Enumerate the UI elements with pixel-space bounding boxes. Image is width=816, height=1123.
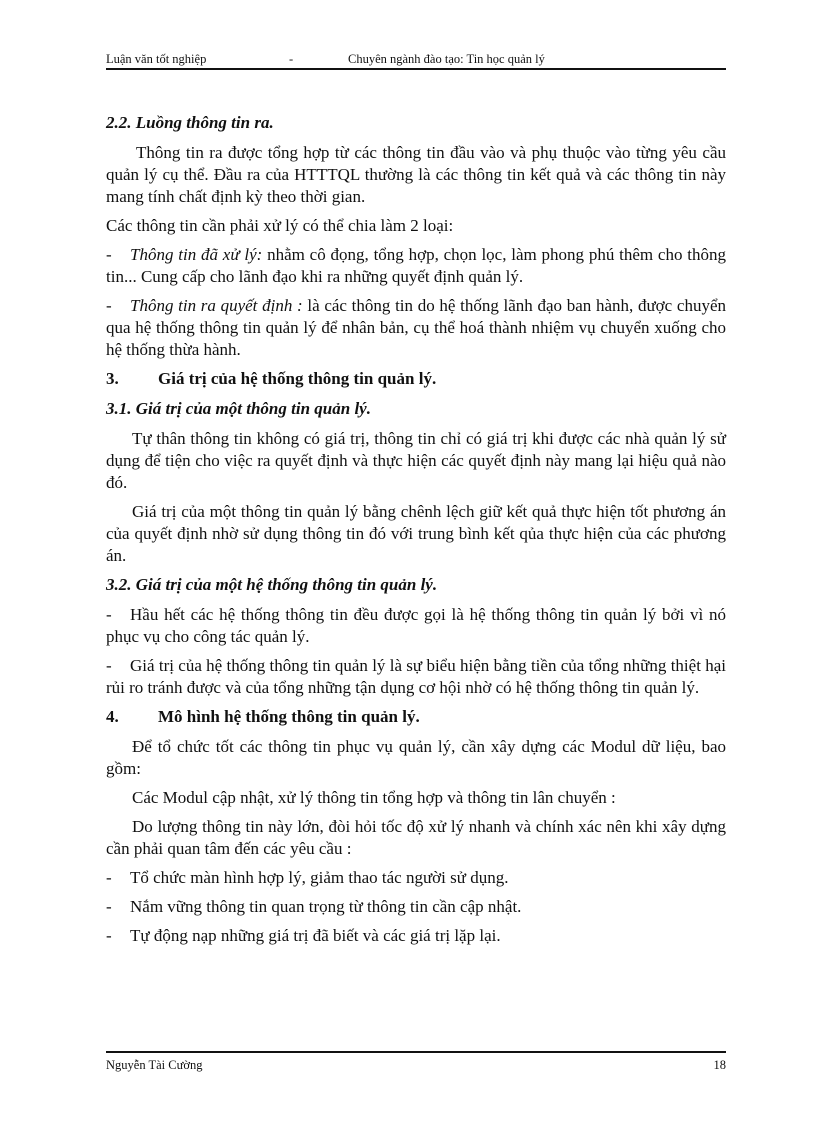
section-title-text: Mô hình hệ thống thông tin quản lý.	[158, 707, 420, 726]
list-item	[106, 896, 726, 918]
bullet-dash: -	[106, 296, 112, 315]
list-item	[106, 295, 726, 361]
term: Thông tin ra quyết định :	[130, 296, 303, 315]
bullet-dash: -	[106, 926, 112, 945]
bullet-dash: -	[106, 605, 112, 624]
list-item	[106, 925, 726, 947]
term: Thông tin đã xử lý:	[130, 245, 263, 264]
section-number: 3.	[106, 369, 119, 388]
header-right: Chuyên ngành đào tạo: Tin học quản lý	[348, 52, 545, 66]
list-item-text: Tự động nạp những giá trị đã biết và các giá trị lặp lại.	[130, 926, 501, 945]
page-footer	[106, 1058, 726, 1073]
list-item	[106, 244, 726, 288]
section-title-text: Giá trị của hệ thống thông tin quản lý.	[158, 369, 437, 388]
list-item-text: Hầu hết các hệ thống thông tin đều được gọi là hệ thống thông tin quản lý bởi vì nó phục vụ cho công tác quản lý.	[106, 605, 726, 646]
section-2-2-title: 2.2. Luồng thông tin ra.	[106, 113, 274, 132]
section-3-2-title: 3.2. Giá trị của một hệ thống thông tin quản lý.	[106, 575, 438, 594]
paragraph: Tự thân thông tin không có giá trị, thông tin chỉ có giá trị khi được các nhà quản lý sử dụng để tiện cho việc ra quyết định và thực hiện các quyết định này mang lại hiệu quả nào đó.	[106, 429, 726, 492]
list-item	[106, 604, 726, 648]
paragraph: Các Modul cập nhật, xử lý thông tin tổng hợp và thông tin lân chuyển :	[132, 788, 616, 807]
bullet-dash: -	[106, 868, 112, 887]
list-item	[106, 655, 726, 699]
document-body	[106, 112, 726, 954]
page-number: 18	[713, 1058, 726, 1072]
header-separator: -	[289, 52, 294, 66]
list-item	[106, 867, 726, 889]
section-3-1-title: 3.1. Giá trị của một thông tin quản lý.	[106, 399, 371, 418]
paragraph: Giá trị của một thông tin quản lý bằng chênh lệch giữ kết quả thực hiện tốt phương án của quyết định nhờ sử dụng thông tin đó với trung bình kết qủa thực hiện của các phương án.	[106, 502, 726, 565]
section-4-title	[106, 706, 726, 728]
bullet-dash: -	[106, 656, 112, 675]
paragraph: Thông tin ra được tổng hợp từ các thông tin đầu vào và phụ thuộc vào từng yêu cầu quản lý cụ thể. Đầu ra của HTTTQL thường là các thông tin kết quả và các thông tin này mang tính chất định kỳ theo thời gian.	[106, 143, 726, 206]
paragraph: Các thông tin cần phải xử lý có thể chia làm 2 loại:	[106, 216, 454, 235]
bullet-dash: -	[106, 245, 112, 264]
bullet-dash: -	[106, 897, 112, 916]
header-left: Luận văn tốt nghiệp	[106, 52, 207, 66]
list-item-text: Tổ chức màn hình hợp lý, giảm thao tác người sử dụng.	[130, 868, 509, 887]
footer-rule	[106, 1051, 726, 1053]
list-item-text: là các thông tin do hệ thống lãnh đạo ban hành, được chuyển qua hệ thống thông tin quản lý để nhân bản, cụ thể hoá thành nhiệm vụ chuyển xuống cho hệ thống thừa hành.	[106, 296, 726, 359]
list-item-text: Giá trị của hệ thống thông tin quản lý là sự biểu hiện bằng tiền của tổng những thiệt hại rủi ro tránh được và của tổng những tận dụng cơ hội nhờ có hệ thống thông tin quản lý.	[106, 656, 726, 697]
list-item-text: nhằm cô đọng, tổng hợp, chọn lọc, làm phong phú thêm cho thông tin... Cung cấp cho lãnh đạo khi ra những quyết định quản lý.	[106, 245, 726, 286]
list-item-text: Nắm vững thông tin quan trọng từ thông tin cần cập nhật.	[130, 897, 522, 916]
header-rule	[106, 68, 726, 70]
footer-author: Nguyễn Tài Cường	[106, 1058, 203, 1072]
section-number: 4.	[106, 707, 119, 726]
page-header	[106, 52, 726, 66]
paragraph: Do lượng thông tin này lớn, đòi hỏi tốc độ xử lý nhanh và chính xác nên khi xây dựng cần phải quan tâm đến các yêu cầu :	[106, 817, 726, 858]
section-3-title	[106, 368, 726, 390]
paragraph: Để tổ chức tốt các thông tin phục vụ quản lý, cần xây dựng các Modul dữ liệu, bao gồm:	[106, 737, 726, 778]
